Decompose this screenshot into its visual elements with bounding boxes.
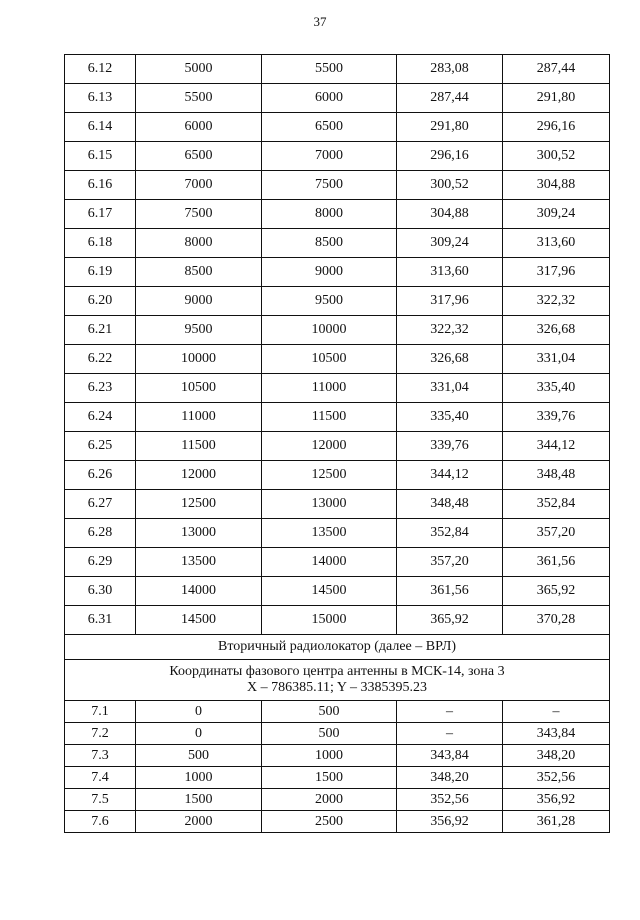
- table-cell: 500: [262, 701, 397, 723]
- table-row: [65, 374, 610, 403]
- table-cell: 1000: [262, 745, 397, 767]
- table-cell: 6.28: [65, 519, 136, 548]
- table-row: [65, 490, 610, 519]
- table-cell: 6.14: [65, 113, 136, 142]
- table-cell: 7500: [136, 200, 262, 229]
- table-cell: 361,56: [397, 577, 503, 606]
- table-row: [65, 229, 610, 258]
- table-cell: 8000: [136, 229, 262, 258]
- table-cell: 1500: [136, 789, 262, 811]
- table-cell: 7.2: [65, 723, 136, 745]
- table-row: [65, 258, 610, 287]
- table-cell: 326,68: [503, 316, 610, 345]
- table-row: [65, 767, 610, 789]
- table-cell: 13000: [262, 490, 397, 519]
- table-cell: 6.16: [65, 171, 136, 200]
- table-cell: 287,44: [503, 55, 610, 84]
- table-cell: 1500: [262, 767, 397, 789]
- table-cell: 365,92: [503, 577, 610, 606]
- table-cell: 5000: [136, 55, 262, 84]
- table-cell: 356,92: [397, 811, 503, 833]
- table-cell: 7.4: [65, 767, 136, 789]
- table-cell: 9500: [136, 316, 262, 345]
- table-cell: 14500: [136, 606, 262, 635]
- table-cell: 322,32: [397, 316, 503, 345]
- table-cell: 11000: [262, 374, 397, 403]
- table-body-part2: [65, 701, 610, 833]
- table-row: [65, 701, 610, 723]
- table-cell: 7.5: [65, 789, 136, 811]
- table-cell: 6.13: [65, 84, 136, 113]
- table-row: [65, 723, 610, 745]
- table-cell: –: [503, 701, 610, 723]
- table-cell: 348,48: [397, 490, 503, 519]
- section-title: Вторичный радиолокатор (далее – ВРЛ): [65, 635, 610, 660]
- table-row: [65, 606, 610, 635]
- table-cell: 6.12: [65, 55, 136, 84]
- table-cell: 6.21: [65, 316, 136, 345]
- table-row: [65, 142, 610, 171]
- table-cell: 370,28: [503, 606, 610, 635]
- table-cell: 309,24: [397, 229, 503, 258]
- table-cell: 500: [136, 745, 262, 767]
- section-coords-row: [65, 660, 610, 701]
- table-cell: 12500: [136, 490, 262, 519]
- table-cell: 9000: [262, 258, 397, 287]
- table-cell: 6.27: [65, 490, 136, 519]
- table-row: [65, 745, 610, 767]
- table-cell: 361,56: [503, 548, 610, 577]
- table-cell: 13000: [136, 519, 262, 548]
- section-coords: [65, 660, 610, 701]
- coords-line-2: X – 786385.11; Y – 3385395.23: [246, 680, 428, 695]
- table-cell: 2500: [262, 811, 397, 833]
- table-cell: 8500: [136, 258, 262, 287]
- table-cell: 7.6: [65, 811, 136, 833]
- table-cell: 8500: [262, 229, 397, 258]
- table-cell: 343,84: [397, 745, 503, 767]
- table-cell: 317,96: [397, 287, 503, 316]
- table-cell: 322,32: [503, 287, 610, 316]
- table-row: [65, 55, 610, 84]
- table-cell: 357,20: [503, 519, 610, 548]
- table-cell: 313,60: [503, 229, 610, 258]
- table-cell: 0: [136, 701, 262, 723]
- table-cell: 331,04: [397, 374, 503, 403]
- table-cell: 6000: [262, 84, 397, 113]
- table-row: [65, 84, 610, 113]
- table-cell: 317,96: [503, 258, 610, 287]
- table-cell: 14000: [262, 548, 397, 577]
- table-cell: 10000: [136, 345, 262, 374]
- table-cell: 291,80: [397, 113, 503, 142]
- table-cell: 10500: [136, 374, 262, 403]
- section-header: [65, 635, 610, 701]
- table-cell: 10000: [262, 316, 397, 345]
- table-cell: 12000: [136, 461, 262, 490]
- table-cell: 11500: [136, 432, 262, 461]
- table-row: [65, 113, 610, 142]
- table-cell: 11500: [262, 403, 397, 432]
- table-cell: 291,80: [503, 84, 610, 113]
- table-cell: 6000: [136, 113, 262, 142]
- table-cell: 13500: [262, 519, 397, 548]
- table-cell: 6.30: [65, 577, 136, 606]
- table-cell: 343,84: [503, 723, 610, 745]
- table-cell: 5500: [136, 84, 262, 113]
- table-row: [65, 345, 610, 374]
- table-cell: 352,84: [397, 519, 503, 548]
- table-cell: 304,88: [503, 171, 610, 200]
- table-cell: 352,84: [503, 490, 610, 519]
- page-number: 37: [313, 14, 327, 29]
- table-cell: 339,76: [503, 403, 610, 432]
- table-row: [65, 789, 610, 811]
- table-cell: 6.17: [65, 200, 136, 229]
- table-cell: 6.25: [65, 432, 136, 461]
- table-cell: 7000: [262, 142, 397, 171]
- table-cell: 348,20: [397, 767, 503, 789]
- section-title-row: [65, 635, 610, 660]
- table-cell: 335,40: [503, 374, 610, 403]
- table-cell: 6.31: [65, 606, 136, 635]
- table-row: [65, 577, 610, 606]
- table-cell: 344,12: [503, 432, 610, 461]
- table-cell: 296,16: [503, 113, 610, 142]
- table-cell: 365,92: [397, 606, 503, 635]
- table-cell: 6.15: [65, 142, 136, 171]
- table-cell: 309,24: [503, 200, 610, 229]
- table-row: [65, 811, 610, 833]
- table-cell: 7000: [136, 171, 262, 200]
- table-row: [65, 519, 610, 548]
- table-cell: 9500: [262, 287, 397, 316]
- table-cell: 6.26: [65, 461, 136, 490]
- table-row: [65, 287, 610, 316]
- table-cell: 313,60: [397, 258, 503, 287]
- table-cell: 287,44: [397, 84, 503, 113]
- table-cell: 6.22: [65, 345, 136, 374]
- table-row: [65, 461, 610, 490]
- data-table: [64, 54, 610, 833]
- table-cell: 7500: [262, 171, 397, 200]
- table-row: [65, 316, 610, 345]
- table-cell: 9000: [136, 287, 262, 316]
- table-cell: 6.20: [65, 287, 136, 316]
- table-cell: 7.1: [65, 701, 136, 723]
- table-row: [65, 171, 610, 200]
- table-cell: 6.29: [65, 548, 136, 577]
- table-cell: 6.19: [65, 258, 136, 287]
- table-cell: 7.3: [65, 745, 136, 767]
- table-cell: 6.23: [65, 374, 136, 403]
- table-cell: 11000: [136, 403, 262, 432]
- table-cell: –: [397, 723, 503, 745]
- table-cell: 344,12: [397, 461, 503, 490]
- table-cell: 500: [262, 723, 397, 745]
- table-cell: 6.24: [65, 403, 136, 432]
- table-cell: 0: [136, 723, 262, 745]
- table-cell: 14500: [262, 577, 397, 606]
- table-cell: 335,40: [397, 403, 503, 432]
- table-cell: 339,76: [397, 432, 503, 461]
- table-cell: 12500: [262, 461, 397, 490]
- table-cell: 12000: [262, 432, 397, 461]
- table-cell: 356,92: [503, 789, 610, 811]
- table-cell: 352,56: [503, 767, 610, 789]
- table-cell: –: [397, 701, 503, 723]
- table-cell: 10500: [262, 345, 397, 374]
- table-cell: 2000: [136, 811, 262, 833]
- table-cell: 296,16: [397, 142, 503, 171]
- table-cell: 8000: [262, 200, 397, 229]
- table-cell: 6500: [262, 113, 397, 142]
- table-row: [65, 403, 610, 432]
- table-cell: 352,56: [397, 789, 503, 811]
- coords-line-1: Координаты фазового центра антенны в МСК-14, зона 3: [169, 664, 505, 679]
- table-cell: 300,52: [503, 142, 610, 171]
- table-cell: 361,28: [503, 811, 610, 833]
- table-cell: 331,04: [503, 345, 610, 374]
- table-cell: 348,20: [503, 745, 610, 767]
- table-cell: 357,20: [397, 548, 503, 577]
- table-cell: 304,88: [397, 200, 503, 229]
- table-body-part1: [65, 55, 610, 635]
- table-cell: 1000: [136, 767, 262, 789]
- table-cell: 300,52: [397, 171, 503, 200]
- table-cell: 13500: [136, 548, 262, 577]
- table-row: [65, 432, 610, 461]
- table-cell: 5500: [262, 55, 397, 84]
- table-cell: 2000: [262, 789, 397, 811]
- table-row: [65, 548, 610, 577]
- table-row: [65, 200, 610, 229]
- table-cell: 15000: [262, 606, 397, 635]
- table-cell: 283,08: [397, 55, 503, 84]
- table-cell: 326,68: [397, 345, 503, 374]
- table-cell: 14000: [136, 577, 262, 606]
- table-cell: 348,48: [503, 461, 610, 490]
- table-cell: 6500: [136, 142, 262, 171]
- table-cell: 6.18: [65, 229, 136, 258]
